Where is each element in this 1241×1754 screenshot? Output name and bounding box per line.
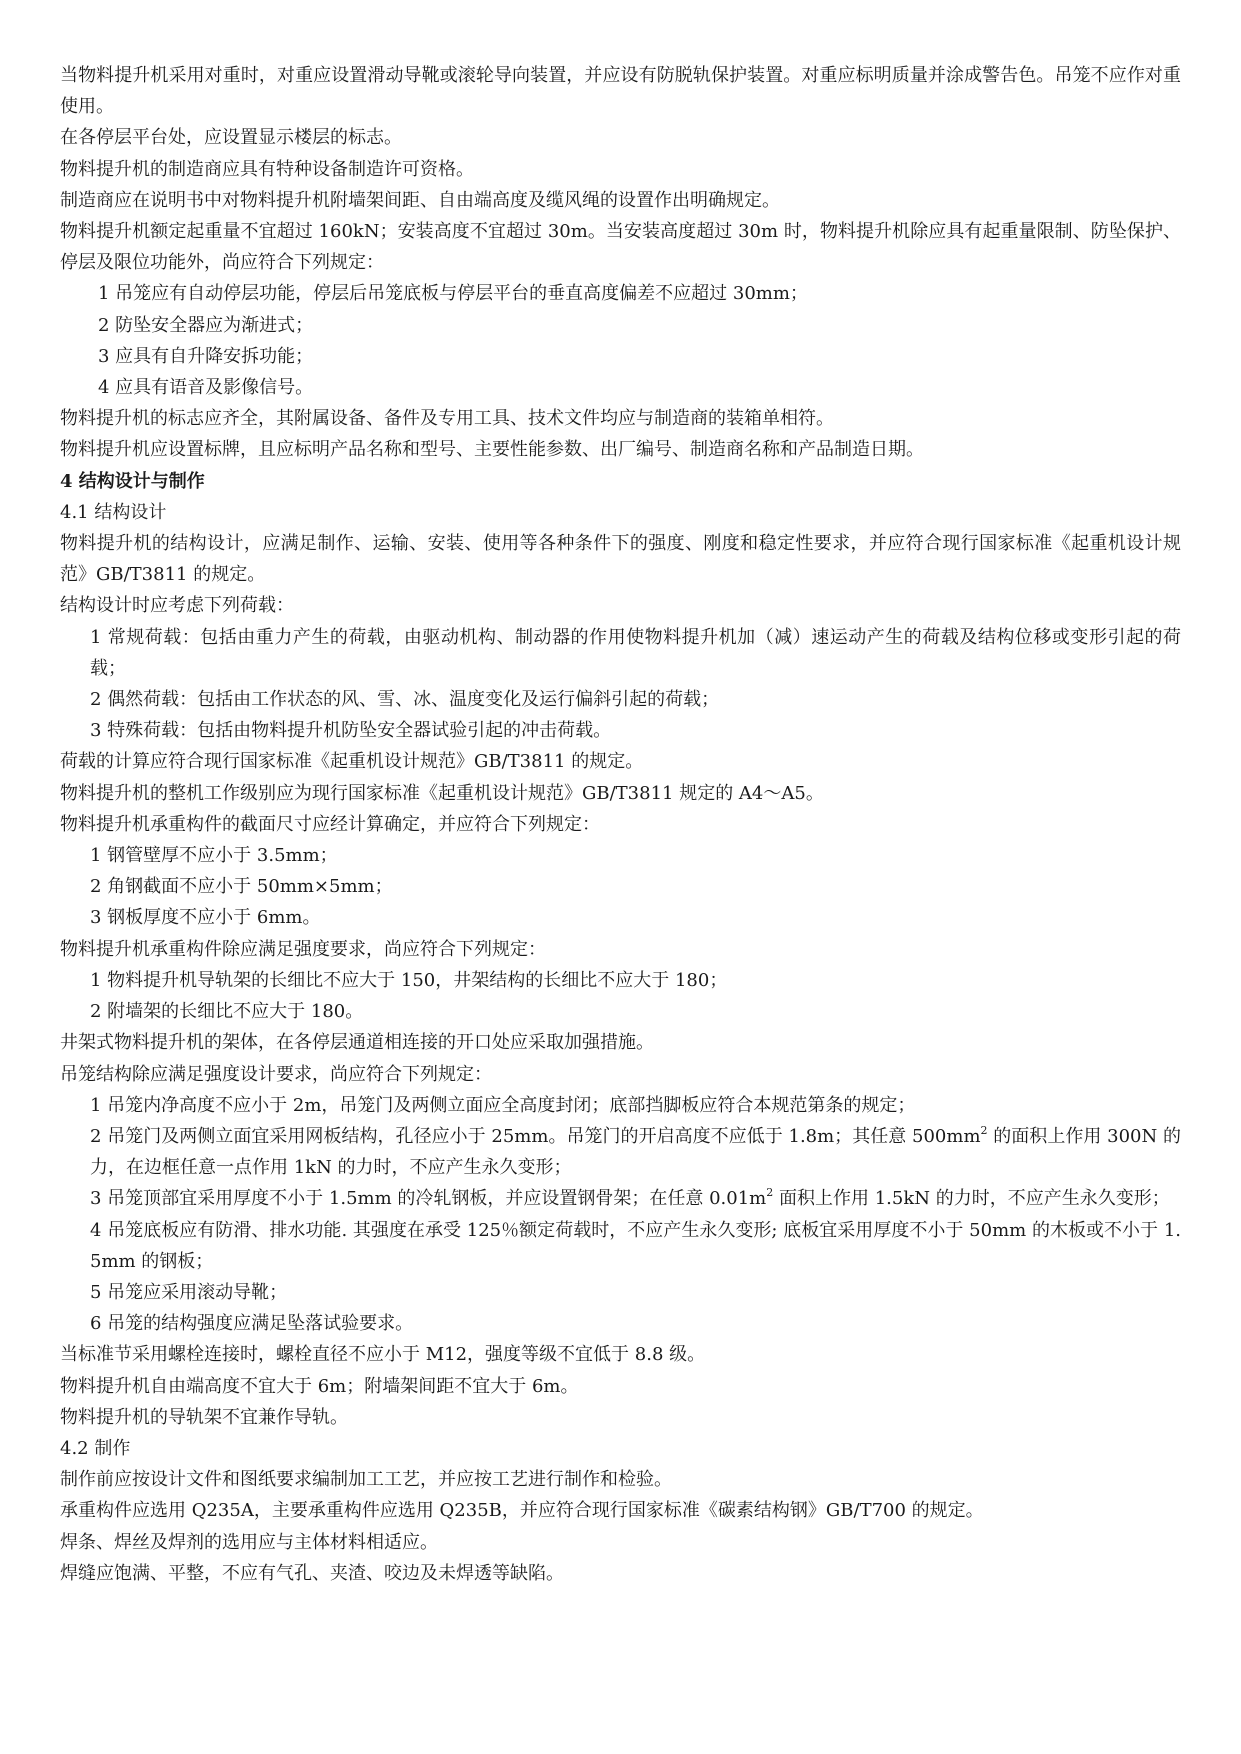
paragraph-section-size: 物料提升机承重构件的截面尺寸应经计算确定，并应符合下列规定： xyxy=(60,813,600,835)
superscript-two: 2 xyxy=(980,1123,988,1137)
paragraph-structural-design: 物料提升机的结构设计，应满足制作、运输、安装、使用等各种条件下的强度、刚度和稳定性要求，并应符合现行国家标准《起重机设计规范》GB/T3811 的规定。 xyxy=(60,533,1181,586)
paragraph-nameplate: 物料提升机应设置标牌，且应标明产品名称和型号、主要性能参数、出厂编号、制造商名称和产品制造日期。 xyxy=(60,439,924,461)
list-item-accidental-load: 2 偶然荷载：包括由工作状态的风、雪、冰、温度变化及运行偏斜引起的荷载； xyxy=(90,689,720,711)
paragraph-manufacturer-license: 物料提升机的制造商应具有特种设备制造许可资格。 xyxy=(60,158,474,180)
list-item-angle-section: 2 角钢截面不应小于 50mm×5mm； xyxy=(90,876,393,898)
paragraph-floor-sign: 在各停层平台处，应设置显示楼层的标志。 xyxy=(60,127,402,149)
paragraph-load-calculation: 荷载的计算应符合现行国家标准《起重机设计规范》GB/T3811 的规定。 xyxy=(60,751,644,773)
list-item-cage-height: 1 吊笼内净高度不应小于 2m，吊笼门及两侧立面应全高度封闭；底部挡脚板应符合本规范第条的规定； xyxy=(90,1094,916,1116)
paragraph-markings: 物料提升机的标志应齐全，其附属设备、备件及专用工具、技术文件均应与制造商的装箱单相符。 xyxy=(60,408,834,430)
paragraph-counterweight: 当物料提升机采用对重时，对重应设置滑动导靴或滚轮导向装置，并应设有防脱轨保护装置。对重应标明质量并涂成警告色。吊笼不应作对重使用。 xyxy=(60,65,1181,118)
subsection-heading-4-1: 4.1 结构设计 xyxy=(60,501,167,523)
list-item-tube-thickness: 1 钢管壁厚不应小于 3.5mm； xyxy=(90,845,338,867)
paragraph-loads-intro: 结构设计时应考虑下列荷载： xyxy=(60,595,294,617)
list-item-cage-floor: 4 吊笼底板应有防滑、排水功能. 其强度在承受 125％额定荷载时，不应产生永久变形; 底板宜采用厚度不小于 50mm 的木板或不小于 1.5mm 的钢板； xyxy=(90,1219,1181,1272)
paragraph-free-height: 物料提升机自由端高度不宜大于 6m；附墙架间距不宜大于 6m。 xyxy=(60,1375,579,1397)
list-item-auto-stop: 1 吊笼应有自动停层功能，停层后吊笼底板与停层平台的垂直高度偏差不应超过 30mm； xyxy=(98,283,808,305)
list-item-cage-roof: 3 吊笼顶部宜采用厚度不小于 1.5mm 的冷轧钢板，并应设置钢骨架；在任意 $0.01m^2$ 面积上作用 1.5kN 的力时，不应产生永久变形； xyxy=(90,1186,1170,1210)
section-heading-4: 4 结构设计与制作 xyxy=(60,470,205,492)
subsection-heading-4-2: 4.2 制作 xyxy=(60,1437,131,1459)
document-body xyxy=(60,60,1181,1589)
paragraph-slenderness-intro: 物料提升机承重构件除应满足强度要求，尚应符合下列规定： xyxy=(60,938,546,960)
paragraph-cage-intro: 吊笼结构除应满足强度设计要求，尚应符合下列规定： xyxy=(60,1063,492,1085)
list-item-cage-mesh: 2 吊笼门及两侧立面宜采用网板结构，孔径应小于 25mm。吊笼门的开启高度不应低于 1.8m；其任意 $500mm^2$ 的面积上作用 300N 的力，在边框任意一点作用 1kN 的力时，不应产生永久变形； xyxy=(90,1123,1181,1179)
paragraph-welding-materials: 焊条、焊丝及焊剂的选用应与主体材料相适应。 xyxy=(60,1531,438,1553)
list-item-guide-slenderness: 1 物料提升机导轨架的长细比不应大于 150，井架结构的长细比不应大于 180； xyxy=(90,969,728,991)
paragraph-fabrication-process: 制作前应按设计文件和图纸要求编制加工工艺，并应按工艺进行制作和检验。 xyxy=(60,1469,672,1491)
paragraph-bolts: 当标准节采用螺栓连接时，螺栓直径不应小于 M12，强度等级不宜低于 8.8 级。 xyxy=(60,1344,706,1366)
list-item-roller-guides: 5 吊笼应采用滚动导靴； xyxy=(90,1281,288,1303)
list-item-plate-thickness: 3 钢板厚度不应小于 6mm。 xyxy=(90,907,321,929)
list-item-self-erecting: 3 应具有自升降安拆功能； xyxy=(98,345,314,367)
list-item-special-load: 3 特殊荷载：包括由物料提升机防坠安全器试验引起的冲击荷载。 xyxy=(90,720,612,742)
paragraph-weld-quality: 焊缝应饱满、平整，不应有气孔、夹渣、咬边及未焊透等缺陷。 xyxy=(60,1562,564,1584)
list-item-audio-video: 4 应具有语音及影像信号。 xyxy=(98,377,314,399)
paragraph-work-class: 物料提升机的整机工作级别应为现行国家标准《起重机设计规范》GB/T3811 规定的 A4～A5。 xyxy=(60,782,824,804)
paragraph-opening-reinforcement: 井架式物料提升机的架体，在各停层通道相连接的开口处应采取加强措施。 xyxy=(60,1032,654,1054)
paragraph-steel-grade: 承重构件应选用 Q235A，主要承重构件应选用 Q235B，并应符合现行国家标准《碳素结构钢》GB/T700 的规定。 xyxy=(60,1500,984,1522)
paragraph-rated-load: 物料提升机额定起重量不宜超过 160kN；安装高度不宜超过 30m。当安装高度超过 30m 时，物料提升机除应具有起重量限制、防坠保护、停层及限位功能外，尚应符合下列规定： xyxy=(60,221,1181,274)
list-item-tie-slenderness: 2 附墙架的长细比不应大于 180。 xyxy=(90,1001,364,1023)
superscript-two: 2 xyxy=(766,1186,774,1200)
list-item-regular-load: 1 常规荷载：包括由重力产生的荷载，由驱动机构、制动器的作用使物料提升机加（减）速运动产生的荷载及结构位移或变形引起的荷载； xyxy=(90,626,1181,679)
list-item-drop-test: 6 吊笼的结构强度应满足坠落试验要求。 xyxy=(90,1313,414,1335)
paragraph-manual-requirements: 制造商应在说明书中对物料提升机附墙架间距、自由端高度及缆风绳的设置作出明确规定。 xyxy=(60,189,780,211)
list-item-progressive-safety: 2 防坠安全器应为渐进式； xyxy=(98,314,314,336)
paragraph-guide-rail: 物料提升机的导轨架不宜兼作导轨。 xyxy=(60,1406,348,1428)
